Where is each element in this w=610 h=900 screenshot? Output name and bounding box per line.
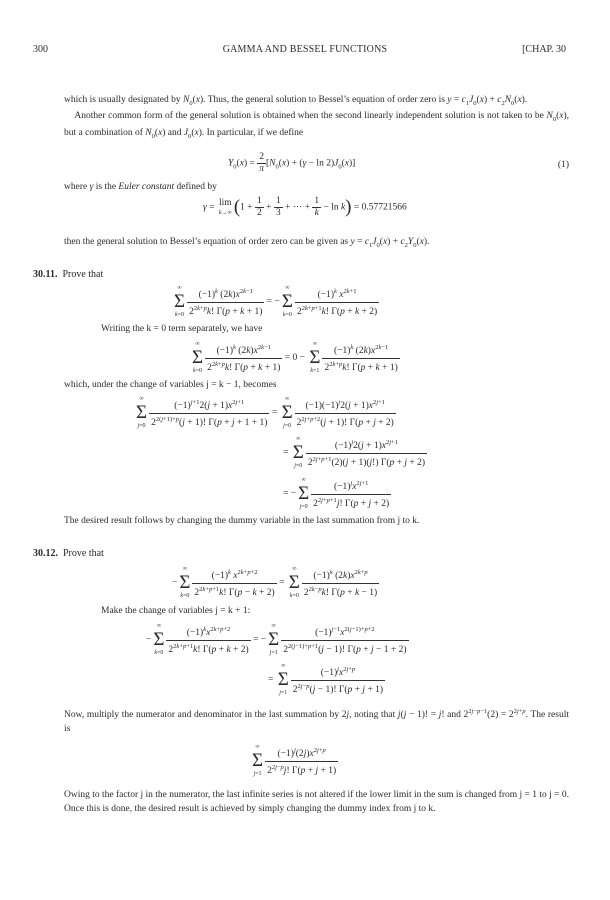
euler-constant-text: where γ is the Euler constant defined by [64,182,217,192]
running-header [0,44,610,58]
equation-30-11-step2: = ∞ Σ j=0 $\frac{(-1)^j2(j + 1)x^{2j+1}}{2^{2j+p+1}(2)(j + 1)(j!) \Gamma(p + j + 2)}$ [283,436,426,469]
equation-30-11-split: ∞ Σ k=0 $\frac{(-1)^k (2k)x^{2k-1}}{2^{2k+p}k! \Gamma(p + k + 1)}$ = 0 − ∞ Σ k=1 $\frac{(-1)^k (2k)x^{2k-1}}{2^{2k+p}k! \Gamma(p + k + 1)}$ [192,341,398,374]
problem-30-11-writing-text: Writing the k = 0 term separately, we have [101,324,263,334]
equation-30-12-statement: − ∞ Σ k=0 $\frac{(-1)^k x^{2k+p+2}}{2^{2k+p+1}k! \Gamma(p - k + 2)}$ = ∞ Σ k=0 $\frac{(-1)^k (2k)x^{2k+p}}{2^{2k-p}k! \Gamma(p + k - 1)}$ [172,566,378,599]
problem-30-12-change-text: Make the change of variables j = k + 1: [101,606,251,616]
equation-y0-definition: $Y_0(x)$ = $\frac{2}{\pi}$ $[N_0(x) + (\gamma - \ln 2)J_0(x)]$ [228,152,356,174]
general-solution-text: then the general solution to Bessel’s equation of order zero can be given as $y = c_1J_0(x) + c_2Y_0(x)$. [64,237,430,249]
equation-30-11-step1: ∞ Σ j=0 $\frac{(-1)^{j+1}2(j + 1)x^{2j+1}}{2^{2(j+1)+p}(j + 1)! \Gamma(p + j + 1 + 1)}$ = ∞ Σ j=0 $\frac{(-1)(-1)^j2(j + 1)x^{2j+1}}{2^{2j+p+2}(j + 1)! \Gamma(p + j + 2)}$ [136,396,394,429]
euler-constant-value: 0.57721566 [361,202,407,213]
problem-30-11-change-text: which, under the change of variables j = k − 1, becomes [64,380,277,390]
equation-30-11-step3: = − ∞ Σ j=0 $\frac{(-1)^jx^{2j+1}}{2^{2j+p+1}j! \Gamma(p + j + 2)}$ [283,477,390,510]
problem-30-11-conclusion: The desired result follows by changing the dummy variable in the last summation from j to k. [64,516,420,526]
page-number: 300 [33,44,48,55]
equation-30-12-step1: − ∞ Σ k=0 $\frac{(-1)^kx^{2k+p+2}}{2^{2k+p+1}k! \Gamma(p + k + 2)}$ = − ∞ Σ j=1 $\frac{(-1)^{j-1}x^{2(j-1)+p+2}}{2^{2(j-1)+p+1}(j - 1)! \Gamma(p + j - 1 + 2)}$ [146,623,407,656]
chapter-label: [CHAP. 30 [522,44,566,55]
equation-30-12-result: ∞ Σ j=1 $\frac{(-1)^j(2j)x^{2j+p}}{2^{2j-p}j! \Gamma(p + j + 1)}$ [252,744,337,777]
problem-30-12-heading: 30.12. Prove that [33,548,104,559]
intro-paragraph: which is usually designated by $N_0(x)$. Thus, the general solution to Bessel’s equation of order zero is $y = c_1J_0(x) + c_2N_0(x)$. Another common form of the general solution is obtained when the second linearly independent solution is not taken to be $N_0(x)$, but a combination of $N_0(x)$ and $J_0(x)$. In particular, if we define [64,95,569,140]
equation-number: (1) [557,160,569,170]
equation-30-11-statement: ∞ Σ k=0 $\frac{(-1)^k (2k)x^{2k-1}}{2^{2k+p}k! \Gamma(p + k + 1)}$ = − ∞ Σ k=0 $\frac{(-1)^k x^{2k+1}}{2^{2k+p+1}k! \Gamma(p + k + 2)}$ [174,285,378,318]
equation-euler-constant: γ = lim k→∞ (1 + $\frac{1}{2}$ + $\frac{1}{3}$ + ⋯ + $\frac{1}{k}$ − ln k) = 0.57721566 [203,196,407,218]
problem-30-12-multiply-text: Now, multiply the numerator and denominator in the last summation by 2j, noting that j(j − 1)! = j! and $2^{2j-p-1}(2) = 2^{2j+p}$. The result is [64,708,569,734]
problem-30-11-heading: 30.11. Prove that [33,269,104,280]
equation-30-12-step2: = ∞ Σ j=1 $\frac{(-1)^jx^{2j+p}}{2^{2j-p}(j - 1)! \Gamma(p + j + 1)}$ [268,663,384,696]
running-title: GAMMA AND BESSEL FUNCTIONS [222,44,388,55]
problem-30-12-conclusion: Owing to the factor j in the numerator, the last infinite series is not altered if the lower limit in the sum is changed from j = 1 to j = 0. Once this is done, the desired result is achieved by simply changing the dummy index from j to k. [64,790,570,814]
